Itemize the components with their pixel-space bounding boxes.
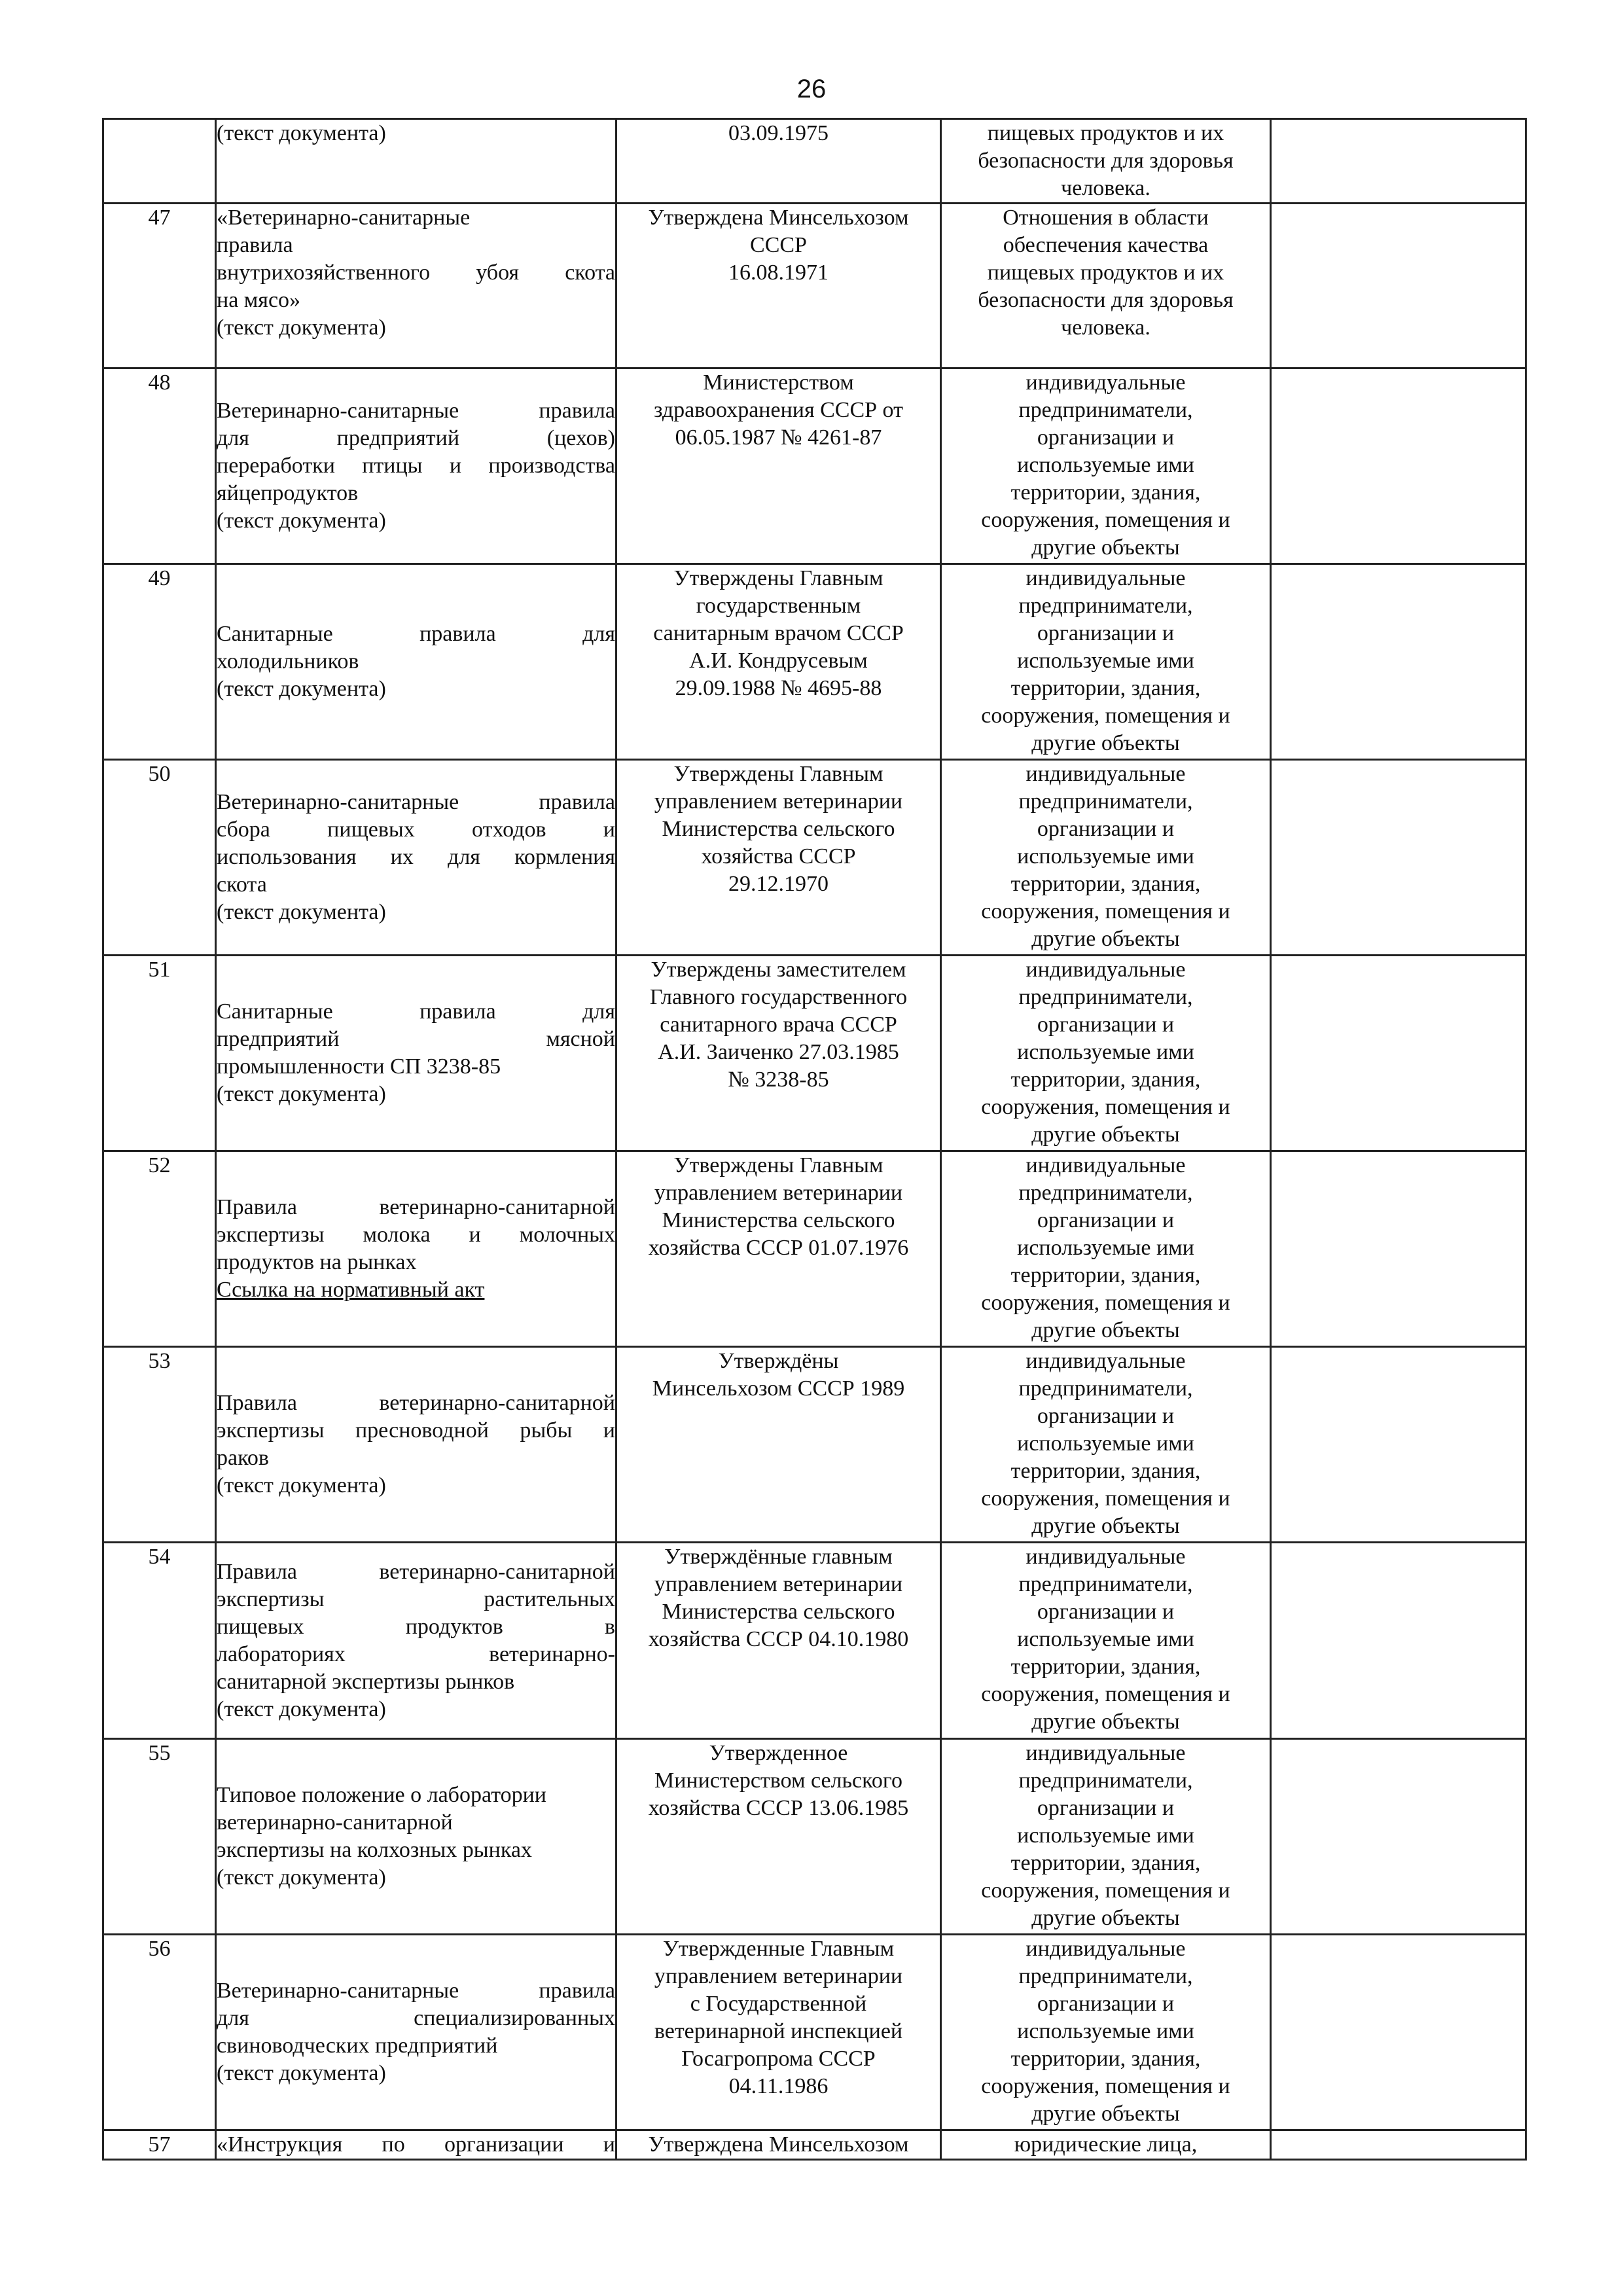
approval-line: Министерством [703, 370, 854, 395]
document-title-line: «Ветеринарно-санитарные [217, 206, 471, 230]
approval-line: Утверждена Минсельхозом [648, 206, 909, 230]
approval-line: хозяйства СССР [701, 844, 856, 869]
row-number: 48 [103, 368, 216, 564]
approval-details [616, 564, 941, 760]
table-row [103, 956, 1526, 1151]
document-title [216, 1935, 616, 2130]
table-row [103, 1347, 1526, 1543]
subject-line: другие объекты [1031, 2102, 1180, 2126]
subject-line: организации и [1037, 1600, 1175, 1624]
approval-line: Министерства сельского [662, 1208, 895, 1232]
approval-line: хозяйства СССР 13.06.1985 [648, 1796, 909, 1820]
subject-line: человека. [1061, 176, 1150, 200]
document-title-line: экспертизы молока и молочных [217, 1223, 615, 1247]
subject-line: индивидуальные [1026, 1937, 1186, 1961]
document-title-line: «Инструкция по организации и [217, 2132, 615, 2157]
document-title-line: (текст документа) [217, 1082, 386, 1106]
empty-cell [1271, 564, 1526, 760]
regulated-subjects [941, 956, 1271, 1151]
subject-line: предприниматели, [1018, 1964, 1193, 1988]
approval-line: 06.05.1987 № 4261-87 [675, 425, 882, 450]
subject-line: сооружения, помещения и [981, 1682, 1230, 1706]
table-row [103, 204, 1526, 368]
subject-line: юридические лица, [1014, 2132, 1198, 2157]
row-number: 51 [103, 956, 216, 1151]
document-title-line: раков [217, 1446, 269, 1470]
document-title [216, 564, 616, 760]
approval-details [616, 119, 941, 204]
approval-line: Утверждены Главным [673, 762, 883, 786]
document-title-line: Ветеринарно-санитарные правила [217, 790, 615, 814]
document-title-line: холодильников [217, 649, 359, 673]
document-title-line: (текст документа) [217, 1473, 386, 1498]
approval-line: Утвержденные Главным [662, 1937, 895, 1961]
subject-line: используемые ими [1017, 2019, 1194, 2043]
document-title-line: предприятий мясной [217, 1027, 615, 1051]
table-row [103, 1739, 1526, 1935]
document-title-line: пищевых продуктов в [217, 1614, 615, 1639]
subject-line: другие объекты [1031, 1906, 1180, 1930]
document-title [216, 1347, 616, 1543]
approval-line: управлением ветеринарии [654, 1181, 903, 1205]
table-row [103, 1935, 1526, 2130]
row-number: 57 [103, 2130, 216, 2160]
subject-line: используемые ими [1017, 453, 1194, 477]
document-title-line: (текст документа) [217, 1696, 386, 1721]
empty-cell [1271, 368, 1526, 564]
empty-cell [1271, 204, 1526, 368]
subject-line: используемые ими [1017, 844, 1194, 869]
subject-line: используемые ими [1017, 1431, 1194, 1456]
document-title-line: для предприятий (цехов) [217, 426, 615, 450]
subject-line: другие объекты [1031, 927, 1180, 951]
approval-line: управлением ветеринарии [654, 789, 903, 814]
subject-line: организации и [1037, 1404, 1175, 1428]
document-title-line: продуктов на рынках [217, 1250, 417, 1274]
subject-line: используемые ими [1017, 1040, 1194, 1064]
table-row [103, 2130, 1526, 2160]
subject-line: организации и [1037, 621, 1175, 645]
approval-details [616, 368, 941, 564]
empty-cell [1271, 956, 1526, 1151]
approval-line: Главного государственного [649, 985, 908, 1009]
approval-line: хозяйства СССР 04.10.1980 [648, 1627, 909, 1651]
approval-details [616, 956, 941, 1151]
approval-details [616, 1935, 941, 2130]
approval-line: СССР [750, 233, 807, 257]
approval-line: 04.11.1986 [728, 2074, 829, 2098]
subject-line: предприниматели, [1018, 594, 1193, 618]
document-title-line: Правила ветеринарно-санитарной [217, 1559, 615, 1584]
document-title-line: Правила ветеринарно-санитарной [217, 1391, 615, 1415]
approval-line: с Государственной [690, 1992, 867, 2016]
regulated-subjects [941, 1739, 1271, 1935]
subject-line: другие объекты [1031, 1318, 1180, 1342]
document-title-line: промышленности СП 3238-85 [217, 1054, 501, 1079]
document-title-line: (текст документа) [217, 509, 386, 533]
subject-line: сооружения, помещения и [981, 1878, 1230, 1903]
subject-line: используемые ими [1017, 1627, 1194, 1651]
table-row [103, 368, 1526, 564]
regulated-subjects [941, 1151, 1271, 1347]
document-title-line: внутрихозяйственного убоя скота [217, 260, 615, 285]
approval-line: 29.12.1970 [728, 872, 829, 896]
subject-line: Отношения в области [1003, 206, 1209, 230]
regulations-table [102, 118, 1527, 2161]
subject-line: предприниматели, [1018, 985, 1193, 1009]
subject-line: безопасности для здоровья [978, 149, 1234, 173]
subject-line: организации и [1037, 1992, 1175, 2016]
row-number: 56 [103, 1935, 216, 2130]
empty-cell [1271, 1151, 1526, 1347]
approval-line: № 3238-85 [728, 1067, 829, 1092]
document-title [216, 956, 616, 1151]
subject-line: территории, здания, [1010, 480, 1201, 505]
document-title-line: свиноводческих предприятий [217, 2034, 498, 2058]
approval-details [616, 1543, 941, 1739]
subject-line: территории, здания, [1010, 1459, 1201, 1483]
subject-line: организации и [1037, 425, 1175, 450]
subject-line: территории, здания, [1010, 1263, 1201, 1287]
subject-line: предприниматели, [1018, 1181, 1193, 1205]
empty-cell [1271, 760, 1526, 956]
document-title-line: яйцепродуктов [217, 481, 359, 505]
approval-details [616, 760, 941, 956]
subject-line: территории, здания, [1010, 676, 1201, 700]
subject-line: предприниматели, [1018, 789, 1193, 814]
document-title-line: (текст документа) [217, 315, 386, 340]
document-title-line: ветеринарно-санитарной [217, 1810, 453, 1835]
subject-line: другие объекты [1031, 1122, 1180, 1147]
document-title-line: Санитарные правила для [217, 622, 615, 646]
subject-line: обеспечения качества [1003, 233, 1209, 257]
approval-line: Утверждённые главным [664, 1545, 893, 1569]
approval-line: Утверждена Минсельхозом [648, 2132, 909, 2157]
subject-line: сооружения, помещения и [981, 1486, 1230, 1511]
empty-cell [1271, 1347, 1526, 1543]
regulated-subjects [941, 2130, 1271, 2160]
subject-line: безопасности для здоровья [978, 288, 1234, 312]
approval-line: 16.08.1971 [728, 260, 829, 285]
document-title-line: экспертизы пресноводной рыбы и [217, 1418, 615, 1443]
document-title-line: использования их для кормления [217, 845, 615, 869]
empty-cell [1271, 1543, 1526, 1739]
document-title [216, 204, 616, 368]
row-number: 49 [103, 564, 216, 760]
document-title-line: экспертизы растительных [217, 1587, 615, 1611]
approval-details [616, 204, 941, 368]
regulated-subjects [941, 1543, 1271, 1739]
approval-line: А.И. Заиченко 27.03.1985 [658, 1040, 899, 1064]
row-number: 50 [103, 760, 216, 956]
document-title-line: (текст документа) [217, 121, 386, 145]
approval-line: ветеринарной инспекцией [654, 2019, 903, 2043]
table-row [103, 1543, 1526, 1739]
approval-line: здравоохранения СССР от [654, 398, 903, 422]
regulated-subjects [941, 119, 1271, 204]
subject-line: сооружения, помещения и [981, 1095, 1230, 1119]
table-row [103, 119, 1526, 204]
document-title-line: на мясо» [217, 288, 301, 312]
document-title-line: правила [217, 233, 293, 257]
row-number: 54 [103, 1543, 216, 1739]
document-title-line: Типовое положение о лаборатории [217, 1783, 546, 1807]
subject-line: территории, здания, [1010, 1655, 1201, 1679]
document-title-line: Ветеринарно-санитарные правила [217, 1979, 615, 2003]
document-title [216, 368, 616, 564]
approval-line: санитарного врача СССР [660, 1013, 897, 1037]
approval-line: Министерством сельского [654, 1768, 903, 1793]
row-number: 52 [103, 1151, 216, 1347]
normative-act-link[interactable]: Ссылка на нормативный акт [217, 1278, 485, 1302]
approval-line: Минсельхозом СССР 1989 [652, 1376, 905, 1401]
row-number [103, 119, 216, 204]
regulated-subjects [941, 368, 1271, 564]
subject-line: сооружения, помещения и [981, 899, 1230, 924]
subject-line: индивидуальные [1026, 370, 1186, 395]
document-title-line: (текст документа) [217, 2061, 386, 2085]
approval-line: 03.09.1975 [728, 121, 829, 145]
table-row [103, 1151, 1526, 1347]
subject-line: сооружения, помещения и [981, 704, 1230, 728]
approval-line: Утверждены Главным [673, 566, 883, 590]
subject-line: пищевых продуктов и их [987, 260, 1224, 285]
approval-line: Утверждёны [718, 1349, 839, 1373]
document-title-line: (текст документа) [217, 1865, 386, 1890]
document-title-line: сбора пищевых отходов и [217, 817, 615, 842]
regulated-subjects [941, 1935, 1271, 2130]
approval-line: хозяйства СССР 01.07.1976 [648, 1236, 909, 1260]
approval-details [616, 1739, 941, 1935]
document-title [216, 760, 616, 956]
table-row [103, 564, 1526, 760]
subject-line: другие объекты [1031, 1710, 1180, 1734]
document-title-line: (текст документа) [217, 900, 386, 924]
subject-line: используемые ими [1017, 1823, 1194, 1848]
approval-line: Утверждены заместителем [651, 958, 906, 982]
subject-line: другие объекты [1031, 1514, 1180, 1538]
subject-line: территории, здания, [1010, 2047, 1201, 2071]
subject-line: территории, здания, [1010, 1851, 1201, 1875]
subject-line: территории, здания, [1010, 1067, 1201, 1092]
document-title-line: Ветеринарно-санитарные правила [217, 399, 615, 423]
document-title-line: переработки птицы и производства [217, 454, 615, 478]
subject-line: пищевых продуктов и их [987, 121, 1224, 145]
document-title-line: Правила ветеринарно-санитарной [217, 1195, 615, 1219]
empty-cell [1271, 1739, 1526, 1935]
approval-line: государственным [696, 594, 861, 618]
subject-line: сооружения, помещения и [981, 508, 1230, 532]
subject-line: организации и [1037, 1013, 1175, 1037]
regulated-subjects [941, 564, 1271, 760]
document-title-line: скота [217, 872, 267, 897]
approval-details [616, 2130, 941, 2160]
subject-line: индивидуальные [1026, 1545, 1186, 1569]
subject-line: другие объекты [1031, 535, 1180, 560]
approval-line: управлением ветеринарии [654, 1964, 903, 1988]
approval-details [616, 1347, 941, 1543]
approval-line: Министерства сельского [662, 817, 895, 841]
subject-line: предприниматели, [1018, 1768, 1193, 1793]
subject-line: предприниматели, [1018, 398, 1193, 422]
document-title-line: санитарной экспертизы рынков [217, 1669, 515, 1694]
table-row [103, 760, 1526, 956]
subject-line: индивидуальные [1026, 762, 1186, 786]
approval-details [616, 1151, 941, 1347]
approval-line: санитарным врачом СССР [653, 621, 904, 645]
subject-line: организации и [1037, 1208, 1175, 1232]
row-number: 47 [103, 204, 216, 368]
subject-line: человека. [1061, 315, 1150, 340]
approval-line: Утвержденное [709, 1741, 848, 1765]
subject-line: сооружения, помещения и [981, 1291, 1230, 1315]
subject-line: используемые ими [1017, 649, 1194, 673]
row-number: 53 [103, 1347, 216, 1543]
document-title [216, 1543, 616, 1739]
regulated-subjects [941, 1347, 1271, 1543]
subject-line: организации и [1037, 1796, 1175, 1820]
subject-line: индивидуальные [1026, 1741, 1186, 1765]
subject-line: индивидуальные [1026, 1153, 1186, 1177]
document-title-line: (текст документа) [217, 677, 386, 701]
subject-line: индивидуальные [1026, 1349, 1186, 1373]
subject-line: индивидуальные [1026, 566, 1186, 590]
subject-line: территории, здания, [1010, 872, 1201, 896]
regulated-subjects [941, 204, 1271, 368]
subject-line: предприниматели, [1018, 1376, 1193, 1401]
approval-line: Госагропрома СССР [681, 2047, 876, 2071]
document-title [216, 2130, 616, 2160]
page-number: 26 [796, 75, 827, 103]
approval-line: А.И. Кондрусевым [689, 649, 868, 673]
approval-line: Утверждены Главным [673, 1153, 883, 1177]
document-title [216, 119, 616, 204]
document-title-line: лабораториях ветеринарно- [217, 1641, 615, 1666]
empty-cell [1271, 2130, 1526, 2160]
document-title-line: для специализированных [217, 2006, 615, 2030]
document-title-line: экспертизы на колхозных рынках [217, 1838, 532, 1862]
empty-cell [1271, 119, 1526, 204]
approval-line: 29.09.1988 № 4695-88 [675, 676, 882, 700]
regulated-subjects [941, 760, 1271, 956]
row-number: 55 [103, 1739, 216, 1935]
approval-line: Министерства сельского [662, 1600, 895, 1624]
subject-line: используемые ими [1017, 1236, 1194, 1260]
subject-line: организации и [1037, 817, 1175, 841]
subject-line: индивидуальные [1026, 958, 1186, 982]
subject-line: предприниматели, [1018, 1572, 1193, 1596]
approval-line: управлением ветеринарии [654, 1572, 903, 1596]
subject-line: другие объекты [1031, 731, 1180, 755]
subject-line: сооружения, помещения и [981, 2074, 1230, 2098]
document-title [216, 1151, 616, 1347]
empty-cell [1271, 1935, 1526, 2130]
document-title-line: Санитарные правила для [217, 999, 615, 1024]
document-title [216, 1739, 616, 1935]
